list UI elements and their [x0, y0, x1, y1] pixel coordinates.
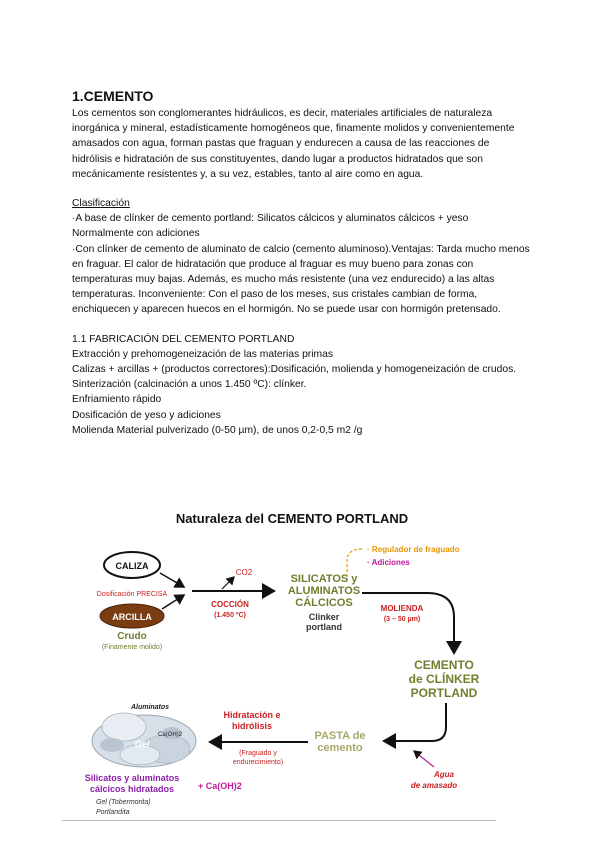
molienda-arrow	[427, 593, 454, 653]
silicatos-line-3: CÁLCICOS	[295, 597, 353, 609]
crudo-label: Crudo	[117, 631, 147, 642]
fabrication-step: Sinterización (calcinación a unos 1.450 ºC): clínker.	[72, 379, 307, 391]
fabrication-step: Molienda Material pulverizado (0-50 µm), de unos 0,2-0,5 m2 /g	[72, 424, 363, 436]
hidratados-line-1: Silicatos y aluminatos	[84, 773, 180, 783]
pasta-line-1: PASTA de	[314, 730, 366, 742]
bottom-rule	[62, 820, 496, 821]
fabrication-step: Extracción y prehomogeneización de las materias primas	[72, 348, 333, 360]
classification-line-1: ·A base de clínker de cemento portland: Silicatos cálcicos y aluminatos cálcicos + yeso	[72, 213, 469, 225]
agua-line-2: de amasado	[410, 781, 458, 790]
molienda-label: MOLIENDA	[380, 604, 424, 613]
classification-heading: Clasificación	[72, 198, 130, 210]
co2-label: CO2	[235, 568, 253, 577]
dosificacion-label: Dosificación PRECISA	[96, 591, 168, 598]
clinker-line-1: Clinker	[308, 612, 340, 622]
caliza-label: CALIZA	[115, 561, 149, 571]
regulador-label: · Regulador de fraguado	[367, 545, 460, 554]
cemento-line-1: CEMENTO	[414, 658, 474, 672]
co2-arrow	[222, 577, 234, 589]
portlandita-label: Portlandita	[96, 809, 130, 816]
fraguado-line-2: endurecimiento)	[232, 759, 284, 766]
caoh-plus-label: + Ca(OH)2	[198, 781, 242, 791]
pasta-line-2: cemento	[317, 742, 363, 754]
hidratacion-line-2: hidrólisis	[231, 721, 273, 731]
clinker-line-2: portland	[306, 622, 342, 632]
fabrication-step: Enfriamiento rápido	[72, 394, 162, 406]
tobermorita-label: Gel (Tobermorita)	[96, 799, 151, 806]
classification-line-3: ·Con clínker de cemento de aluminato de calcio (cemento aluminoso).Ventajas: Tarda mucho menos en fraguar. El calor de hidratación que produce al fraguar es muy bueno para zonas con temperaturas muy bajas. Además, es mucho más resistente (una vez endurecido) a las altas temperaturas. Inconveniente: Con el paso de los meses, sus cristales cambian de forma, enchiquecen y aparecen huecos en el hormigón. No se puede usar con hormigón pretensado.	[72, 243, 530, 316]
hidratados-line-2: cálcicos hidratados	[89, 784, 175, 794]
intro-paragraph: Los cementos son conglomerantes hidráulicos, es decir, materiales artificiales de naturaleza inorgánica y mineral, estadísticamente homogéneos que, finamente molidos y convenientemente amasados con agua, forman pastas que fraguan y endurecen a causa de las reacciones de hidrólisis e hidratación de sus constituyentes, dando lugar a productos hidratados que son mecánicamente resistentes y, a su vez, estables, tanto al aire como en agua.	[72, 108, 515, 180]
silicatos-line-1: SILICATOS y	[290, 573, 358, 585]
crudo-sublabel: (Finamente molido)	[101, 644, 163, 651]
gel-label: Gel	[134, 739, 150, 749]
molienda-size: (3 – 50 µm)	[383, 616, 421, 623]
aluminatos-label: Aluminatos	[130, 704, 170, 711]
coccion-label: COCCIÓN	[211, 600, 249, 609]
agua-line-1: Agua	[434, 770, 454, 779]
section-title: 1.CEMENTO	[72, 88, 154, 104]
arcilla-label: ARCILLA	[112, 612, 152, 622]
cemento-line-3: PORTLAND	[410, 686, 478, 700]
cemento-line-2: de CLÍNKER	[408, 672, 480, 686]
classification-line-2: Normalmente con adiciones	[72, 228, 200, 240]
silicatos-line-2: ALUMINATOS	[287, 585, 361, 597]
caliza-arrow	[160, 573, 184, 587]
hidratacion-line-1: Hidratación e	[223, 710, 281, 720]
fabrication-heading: 1.1 FABRICACIÓN DEL CEMENTO PORTLAND	[72, 333, 295, 345]
document-body	[72, 88, 532, 438]
diagram-title: Naturaleza del CEMENTO PORTLAND	[175, 511, 409, 526]
coccion-temp: (1.450 ºC)	[214, 612, 246, 619]
adiciones-label: · Adiciones	[367, 558, 410, 567]
caoh-small-label: Ca(OH)2	[157, 732, 183, 738]
agua-arrow	[414, 751, 434, 767]
fraguado-line-1: (Fraguado y	[239, 750, 277, 757]
cement-diagram	[62, 505, 522, 825]
fabrication-step: Calizas + arcillas + (productos correctores):Dosificación, molienda y homogeneización de crudos.	[72, 364, 517, 376]
fabrication-step: Dosificación de yeso y adiciones	[72, 409, 221, 421]
cemento-to-pasta-arrow	[384, 703, 446, 741]
